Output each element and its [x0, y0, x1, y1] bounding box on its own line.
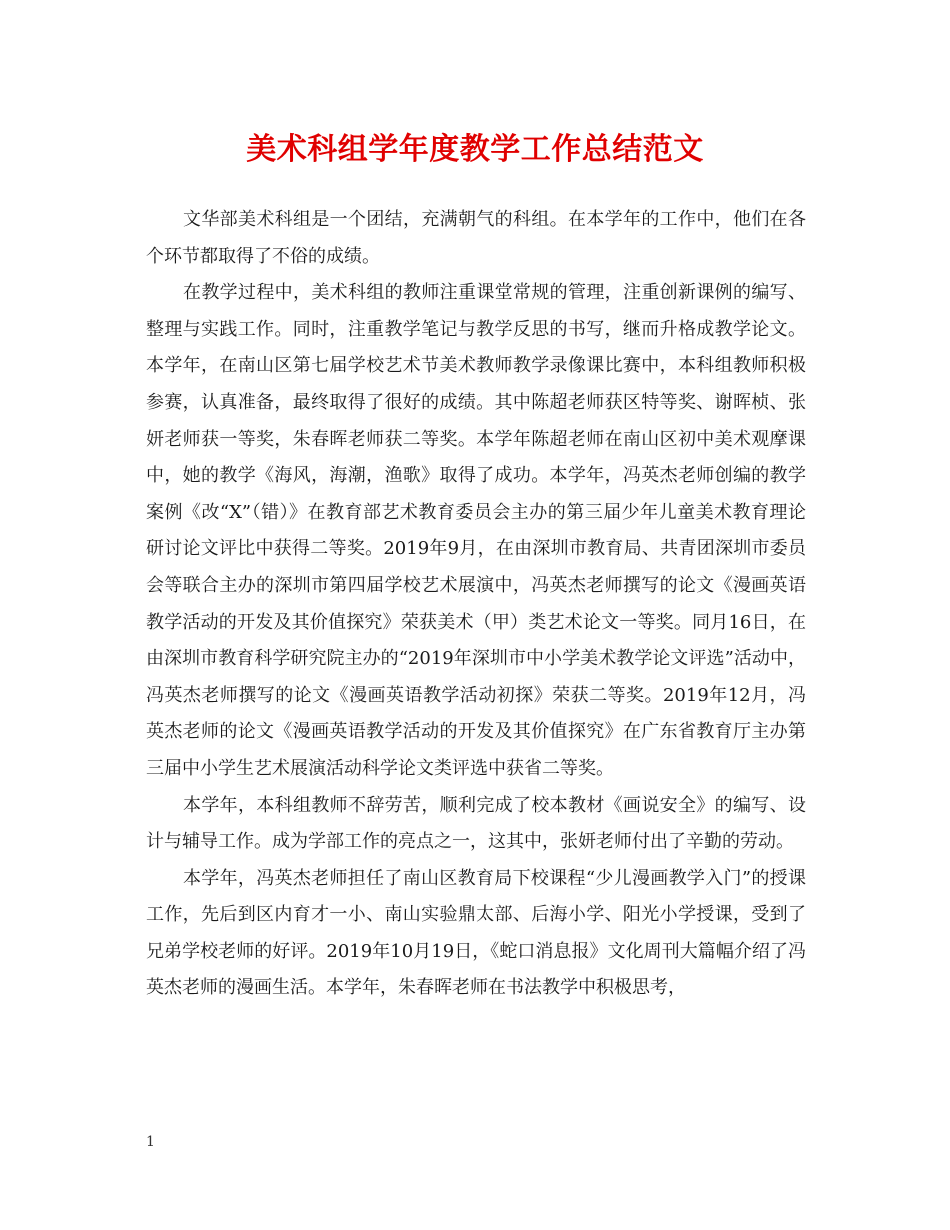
page-number: 1: [146, 1134, 155, 1150]
document-title: 美术科组学年度教学工作总结范文: [246, 132, 704, 167]
paragraph-course-outreach: 本学年，冯英杰老师担任了南山区教育局下校课程“少儿漫画教学入门”的授课工作，先后到区内育才一小、南山实验鼎太部、后海小学、阳光小学授课，受到了兄弟学校老师的好评。2019年10月19日，《蛇口消息报》文化周刊大篇幅介绍了冯英杰老师的漫画生活。本学年，朱春晖老师在书法教学中积极思考，: [146, 867, 806, 999]
paragraph-school-textbook: 本学年，本科组教师不辞劳苦，顺利完成了校本教材《画说安全》的编写、设计与辅导工作。成为学部工作的亮点之一，这其中，张妍老师付出了辛勤的劳动。: [146, 794, 806, 853]
paragraph-teaching-achievements: 在教学过程中，美术科组的教师注重课堂常规的管理，注重创新课例的编写、整理与实践工作。同时，注重教学笔记与教学反思的书写，继而升格成教学论文。本学年，在南山区第七届学校艺术节美术教师教学录像课比赛中，本科组教师积极参赛，认真准备，最终取得了很好的成绩。其中陈超老师获区特等奖、谢晖桢、张妍老师获一等奖，朱春晖老师获二等奖。本学年陈超老师在南山区初中美术观摩课中，她的教学《海风，海潮，渔歌》取得了成功。本学年，冯英杰老师创编的教学案例《改“X”（错）》在教育部艺术教育委员会主办的第三届少年儿童美术教育理论研讨论文评比中获得二等奖。2019年9月，在由深圳市教育局、共青团深圳市委员会等联合主办的深圳市第四届学校艺术展演中，冯英杰老师撰写的论文《漫画英语教学活动的开发及其价值探究》荣获美术（甲）类艺术论文一等奖。同月16日，在由深圳市教育科学研究院主办的“2019年深圳市中小学美术教学论文评选”活动中，冯英杰老师撰写的论文《漫画英语教学活动初探》荣获二等奖。2019年12月，冯英杰老师的论文《漫画英语教学活动的开发及其价值探究》在广东省教育厅主办第三届中小学生艺术展演活动科学论文类评选中获省二等奖。: [146, 282, 806, 779]
paragraph-intro: 文华部美术科组是一个团结，充满朝气的科组。在本学年的工作中，他们在各个环节都取得了不俗的成绩。: [146, 209, 806, 267]
document-body: [146, 202, 806, 1007]
